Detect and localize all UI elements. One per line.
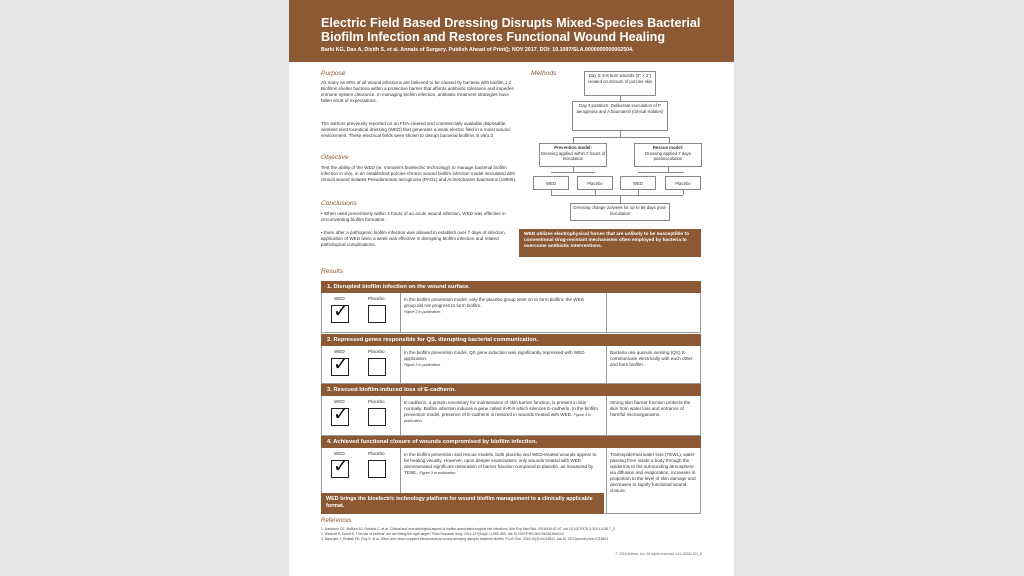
flow-connector: [683, 190, 684, 195]
wed-label: WED: [334, 349, 345, 354]
reference-2: 2. Wescott K, Dowd S. The role of biofilms: are we hitting the right target? Plast Reconstr Surg. 2011;127(Suppl 1):28S-35S. doi:10.1097/PRS.0b013e3181fbe244: [321, 532, 564, 536]
result-1-header: 1. Disrupted biofilm infection on the wound surface.: [321, 281, 701, 293]
wed-label: WED: [334, 399, 345, 404]
placebo-checkbox-empty: [368, 305, 386, 323]
column-divider: [400, 396, 401, 435]
copyright-footer: © 2018 Arthrex, Inc. All rights reserved. LA1-00062-EN_B: [615, 552, 702, 556]
wed-label: WED: [334, 296, 345, 301]
placebo-checkbox-empty: [368, 358, 386, 376]
flow-connector: [573, 137, 669, 138]
results-callout: WED brings the bioelectric technology platform for wound biofilm management to a clinically applicable format.: [321, 493, 604, 514]
prevention-model-title: Prevention model:: [554, 145, 592, 150]
results-heading: Results: [321, 268, 343, 275]
result-2-row: [321, 346, 701, 384]
poster-header: [289, 0, 734, 62]
placebo-label: Placebo: [368, 349, 385, 354]
column-divider: [606, 396, 607, 435]
poster-page: [289, 0, 734, 576]
result-2-text: In the biofilm prevention model, QS gene induction was significantly repressed with WED application. Figure 2 in publication.: [404, 350, 594, 368]
prevention-model-text: Dressing applied within 2 hours of inoculation: [540, 150, 606, 161]
wed-checkbox-checked: [331, 456, 349, 478]
poster-title: Electric Field Based Dressing Disrupts Mixed-Species Bacterial Biofilm Infection and Restores Functional Wound Healing: [321, 16, 701, 44]
result-3-text: E-cadherin, a protein necessary for maintenance of skin barrier function, is present in skin normally. Biofilm infection induces a gene called miR-9 which silences E-cadherin. In the biofilm prevention model, presence of E-cadherin is restored in wounds treated with WED. Figure 4 in publication.: [404, 400, 598, 423]
citation: Barki KG, Das A, Dixith S, et al. Annals of Surgery. Publish Ahead of Print(); NOV 2017. DOI: 10.1097/SLA.0000000000002504.: [321, 47, 634, 53]
result-4-text: In the biofilm prevention and rescue models, both placebo and WED-treated wounds appear to be healing visually. However, upon deeper examination, only wounds treated with WED demonstrated significant restoration of barrier function compared to placebo, as measured by TEWL. Figure 3 in publication.: [404, 452, 597, 475]
methods-callout: WED utilizes electrophysical forces that are unlikely to be susceptible to conventional drug-resistant mechanisms often employed by bacteria to overcome antibiotic interventions.: [519, 229, 701, 257]
flow-connector: [638, 172, 684, 173]
result-3-header: 3. Rescued biofilm-induced loss of E-cadherin.: [321, 384, 701, 396]
placebo-checkbox-empty: [368, 460, 386, 478]
rescue-placebo-box: Placebo: [665, 176, 701, 190]
column-divider: [606, 346, 607, 383]
result-2-header: 2. Repressed genes responsible for QS, disrupting bacterial communication.: [321, 334, 701, 346]
column-divider: [606, 293, 607, 332]
rescue-model-text: Dressing applied 7 days postinoculation: [645, 150, 691, 161]
placebo-label: Placebo: [368, 451, 385, 456]
flow-connector: [620, 195, 621, 203]
result-3-note: Strong skin barrier function protects the skin from water loss and entrance of harmful microorganisms.: [610, 400, 691, 417]
prevention-placebo-box: Placebo: [577, 176, 613, 190]
checkmark-icon: ✓: [333, 354, 349, 375]
methods-heading: Methods: [531, 70, 557, 77]
column-divider: [606, 448, 607, 513]
result-4-figure-ref: Figure 3 in publication.: [419, 471, 457, 475]
prevention-wed-box: WED: [533, 176, 569, 190]
column-divider: [400, 293, 401, 332]
result-1-row: [321, 293, 701, 333]
result-1-figure-ref: Figure 2 in publication.: [404, 310, 442, 314]
reference-1: 1. Davidson CE, McBain AJ, Roberts C, et al. Clinical and microbiological aspect of biofilm-associated surgical site infections. Adv Exp Med Biol. 2015;830:47-67. doi:10.1007/978-3-319-11038-7_3: [321, 527, 615, 531]
rescue-wed-box: WED: [620, 176, 656, 190]
flow-connector: [551, 195, 683, 196]
conclusion-bullet-2: • Even after a pathogenic biofilm infection was allowed to establish over 7 days of infection, application of WED twice a week was effective in disrupting biofilm infection and related pathological complications.: [321, 230, 506, 248]
purpose-paragraph-1: As many as 80% of all wound infections are believed to be caused by bacteria with biofilm.1,2 Biofilms shelter bacteria within a protective barrier that affords antibiotic tolerance and impedes immune system clearance. In managing biofilm infection, antibiotic treatment strategies have fallen short of expectations.: [321, 80, 514, 104]
placebo-checkbox-empty: [368, 408, 386, 426]
checkmark-icon: ✓: [333, 301, 349, 322]
wed-checkbox-checked: [331, 354, 349, 376]
dressing-change-box: Dressing change 2x/week for up to 56 days post-inoculation: [570, 203, 670, 221]
result-3-figure-ref: Figure 4 in publication.: [404, 413, 591, 423]
placebo-label: Placebo: [368, 296, 385, 301]
purpose-paragraph-2: The authors previously reported on an FDA-cleared and commercially available disposable, wireless electroceutical dressing (WED) that generates a weak electric field in a moist wound environment. These electrical fields were shown to disrupt bacterial biofilms in vitro.3: [321, 121, 510, 139]
checkmark-icon: ✓: [333, 456, 349, 477]
result-3-row: [321, 396, 701, 436]
checkmark-icon: ✓: [333, 404, 349, 425]
result-2-note: Bacteria use quorum sensing (QS) to communicate electrically with each other and form biofilm.: [610, 350, 693, 367]
rescue-model-box: [634, 143, 702, 167]
result-2-figure-ref: Figure 2 in publication.: [404, 363, 442, 367]
result-4-header: 4. Achieved functional closure of wounds compromised by biofilm infection.: [321, 436, 701, 448]
purpose-heading: Purpose: [321, 70, 346, 77]
result-4-note: Transepidermal water loss (TEWL), water passing from inside a body through the epidermis to the surrounding atmosphere via diffusion and evaporation, increases in proportion to the level of skin damage and decreases to signify functional wound closure.: [610, 452, 696, 493]
conclusion-bullet-1: • When used preventively within 2 hours of an acute wound infection, WED was effective in circumventing biofilm formation.: [321, 211, 506, 223]
reference-3: 3. Banerjee J, Ghatak PD, Roy S, et al. Silver-zinc redox-coupled electroceutical wound dressing disrupts bacterial biofilm. PLoS One. 2015;10(3):e0119531. doi:10.1371/journal.pone.0119531: [321, 537, 609, 541]
method-day0-box: Day 0: 6-8 burn wounds (2" × 2") created on dorsum of porcine skin: [584, 71, 656, 96]
flow-connector: [551, 172, 595, 173]
references-heading: References: [321, 518, 352, 524]
prevention-model-box: [539, 143, 607, 167]
result-1-text: In the biofilm prevention model, only the placebo group went on to form biofilm; the WED group did not progress to form biofilm. Figure 2 in publication.: [404, 297, 594, 315]
placebo-label: Placebo: [368, 399, 385, 404]
wed-label: WED: [334, 451, 345, 456]
column-divider: [400, 346, 401, 383]
wed-checkbox-checked: [331, 404, 349, 426]
objective-paragraph: Test the ability of the WED (ie, Vomaris's bioelectric technology) to manage bacterial biofilm infection in vivo, in an established porcine chronic wound biofilm infection model inoculated with clinical wound isolates Pseudomonas aeruginosa (PAO1) and Acinetobacter baumannii (19606).: [321, 165, 517, 183]
rescue-model-title: Rescue model:: [652, 145, 684, 150]
wed-checkbox-checked: [331, 301, 349, 323]
conclusions-heading: Conclusions: [321, 200, 357, 207]
objective-heading: Objective: [321, 154, 349, 161]
method-day3-box: Day 3 postburn: Deliberate inoculation of P aeruginosa and A baumannii (clinical isolates): [572, 101, 668, 131]
